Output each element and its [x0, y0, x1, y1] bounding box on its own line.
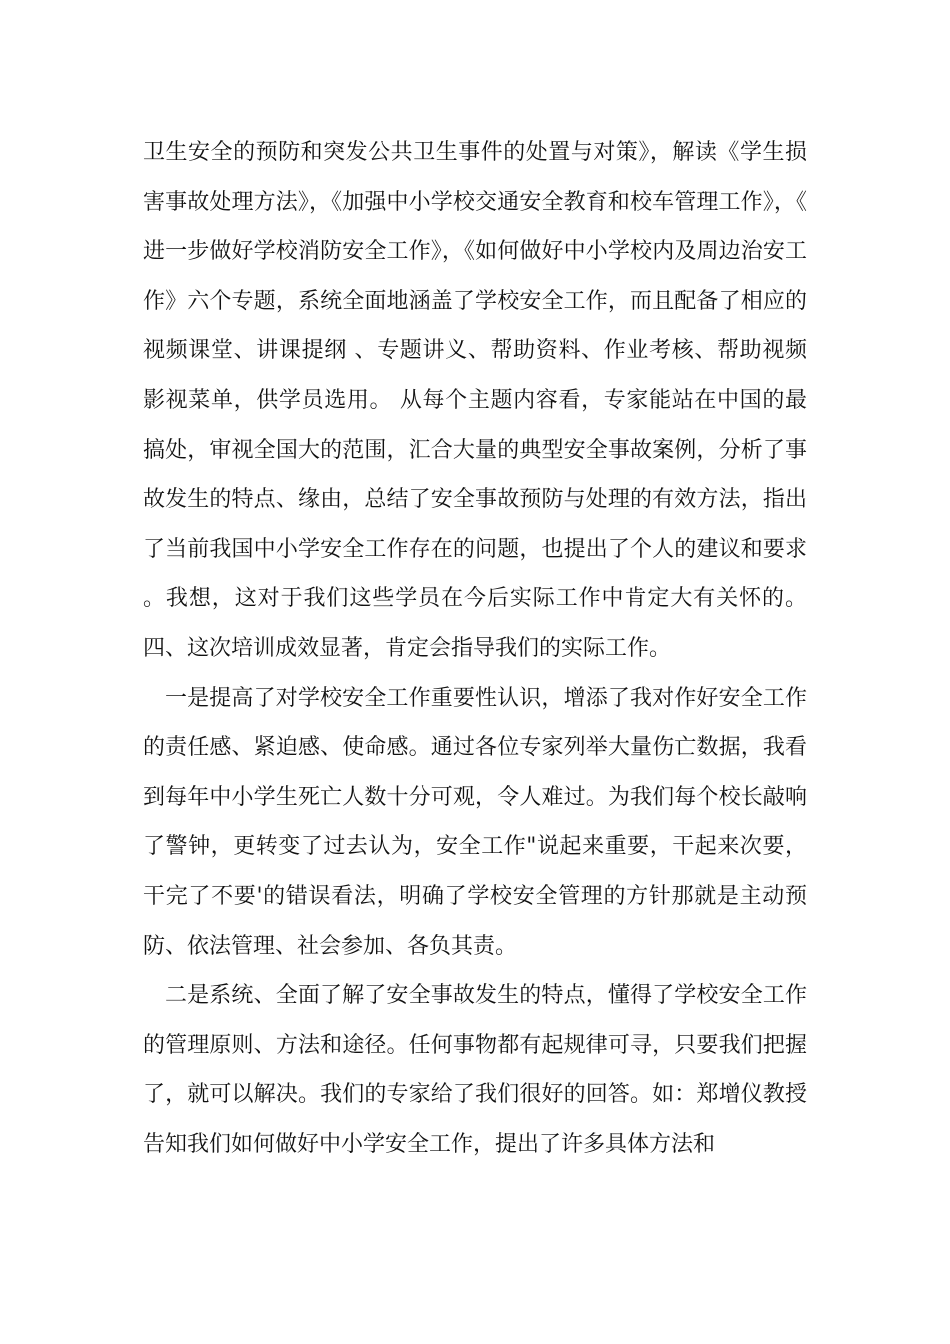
paragraph-continuation: 卫生安全的预防和突发公共卫生事件的处置与对策》，解读《学生损害事故处理方法》，《加强中小学校交通安全教育和校车管理工作》，《进一步做好学校消防安全工作》，《如何做好中小学校内及周边治安工作》六个专题，系统全面地涵盖了学校安全工作，而且配备了相应的视频课堂、讲课提纲 、专题讲义、帮助资料、作业考核、帮助视频影视菜单，供学员选用。 从每个主题内容看，专家能站在中国的最搞处，审视全国大的范围，汇合大量的典型安全事故案例，分析了事故发生的特点、缘由，总结了安全事故预防与处理的有效方法，指出了当前我国中小学安全工作存在的问题，也提出了个人的建议和要求。我想，这对于我们这些学员在今后实际工作中肯定大有关怀的。 四、这次培训成效显著，肯定会指导我们的实际工作。: [143, 140, 807, 661]
document-body: [143, 128, 807, 1169]
paragraph-first-point: 一是提高了对学校安全工作重要性认识，增添了我对作好安全工作的责任感、紧迫感、使命感。通过各位专家列举大量伤亡数据，我看到每年中小学生死亡人数十分可观，令人难过。为我们每个校长敲响了警钟，更转变了过去认为，安全工作"说起来重要，干起来次要，干完了不要'的错误看法，明确了学校安全管理的方针那就是主动预防、依法管理、社会参加、各负其责。: [143, 685, 807, 959]
paragraph-second-point: 二是系统、全面了解了安全事故发生的特点，懂得了学校安全工作的管理原则、方法和途径。任何事物都有起规律可寻，只要我们把握了，就可以解决。我们的专家给了我们很好的回答。如：郑增仪教授告知我们如何做好中小学安全工作，提出了许多具体方法和: [143, 983, 807, 1157]
